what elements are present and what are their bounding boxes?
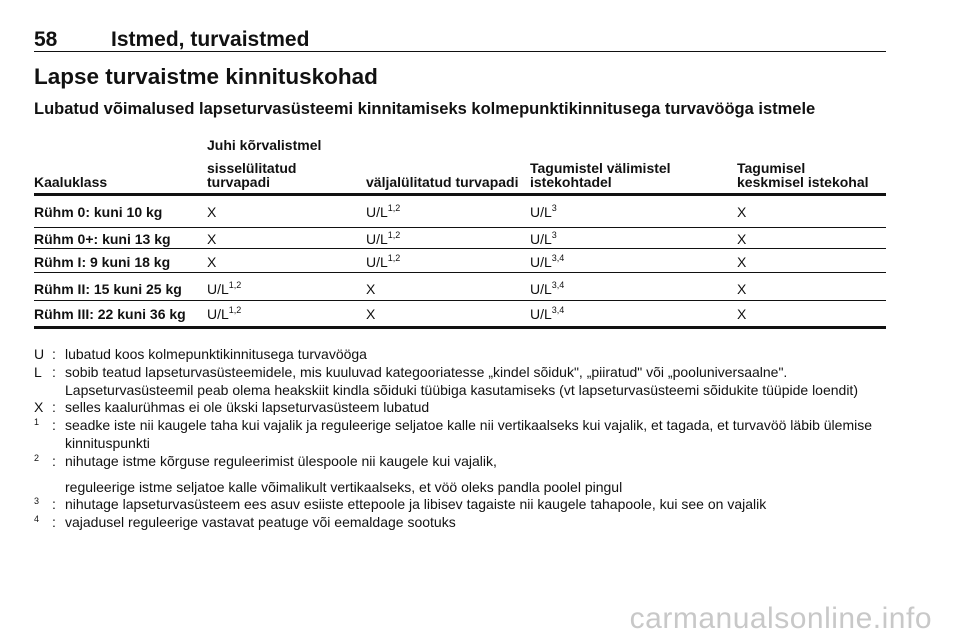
legend-item-3: $^3$ : nihutage lapseturvasüsteem ees asuv esiiste ettepoole ja libisev tagaiste nii kaugele tahapoole, kui see on vajalik — [34, 496, 894, 514]
header-divider — [34, 51, 886, 52]
legend-text: selles kaalurühmas ei ole ükski lapseturvasüsteem lubatud — [65, 399, 430, 416]
row-2-rear-outer: $U/L^{3,4}$ — [530, 253, 565, 270]
row-2-klass: Rühm I: 9 kuni 18 kg — [34, 254, 171, 270]
row-divider — [34, 227, 886, 228]
section-title: Lapse turvaistme kinnituskohad — [34, 64, 378, 89]
row-3-airbag-off: X — [366, 281, 376, 297]
legend-key: 4 — [34, 514, 40, 525]
group-header: Juhi kõrvalistmel — [207, 137, 322, 153]
legend-item-l: L : sobib teatud lapseturvasüsteemidele, mis kuuluvad kategooriatesse „kindel sõiduk", „piiratud" või „pooluniversaalne". Lapseturvasüsteemil peab olema heakskiit kindla sõiduki tüübiga kasutamiseks (vt lapseturvasüsteemi sõidukite tüüpide loendit) — [34, 364, 894, 400]
legend-key: X — [34, 399, 44, 416]
chapter-title: Istmed, turvaistmed — [111, 28, 310, 51]
row-1-rear-center: X — [737, 231, 747, 247]
legend-text: seadke iste nii kaugele taha kui vajalik ja reguleerige seljatoe kalle nii vertikaalseks kui vajalik, et tagada, et turvavöö läbib ülemise kinnituspunkti — [65, 417, 873, 451]
legend-item-4: $^4$ : vajadusel reguleerige vastavat peatuge või eemaldage sootuks — [34, 514, 894, 532]
row-3-rear-outer: $U/L^{3,4}$ — [530, 280, 565, 297]
col-header-airbag-off: väljalülitatud turvapadi — [366, 174, 519, 190]
row-1-airbag-off: $U/L^{1,2}$ — [366, 230, 401, 247]
row-4-rear-outer: $U/L^{3,4}$ — [530, 305, 565, 322]
section-subtitle: Lubatud võimalused lapseturvasüsteemi kinnitamiseks kolmepunktikinnitusega turvavööga istmele — [34, 100, 816, 118]
row-divider — [34, 248, 886, 249]
row-2-rear-center: X — [737, 254, 747, 270]
row-2-airbag-on: X — [207, 254, 217, 270]
legend-text: lubatud koos kolmepunktikinnitusega turvavööga — [65, 346, 367, 362]
col-header-airbag-on-1: sisselülitatud — [207, 160, 297, 176]
row-0-rear-outer: $U/L^3$ — [530, 203, 557, 220]
row-4-airbag-off: X — [366, 306, 376, 322]
col-header-rear-outer-1: Tagumistel välimistel — [530, 160, 671, 176]
row-0-rear-center: X — [737, 204, 747, 220]
legend-item-1: $^1$ : seadke iste nii kaugele taha kui vajalik ja reguleerige seljatoe kalle nii vertikaalseks kui vajalik, et tagada, et turvavöö läbib ülemise kinnituspunkti — [34, 417, 894, 453]
col-header-kaaluklass: Kaaluklass — [34, 174, 108, 190]
legend — [34, 346, 894, 532]
row-1-klass: Rühm 0+: kuni 13 kg — [34, 231, 171, 247]
col-header-rear-center-1: Tagumisel — [737, 160, 806, 176]
col-header-rear-outer-2: istekohtadel — [530, 174, 612, 190]
row-3-rear-center: X — [737, 281, 747, 297]
col-header-airbag-on-2: turvapadi — [207, 174, 271, 190]
row-0-klass: Rühm 0: kuni 10 kg — [34, 204, 163, 220]
row-0-airbag-on: X — [207, 204, 217, 220]
legend-item-x: X : selles kaalurühmas ei ole ükski lapseturvasüsteem lubatud — [34, 399, 894, 417]
row-1-airbag-on: X — [207, 231, 217, 247]
legend-text: nihutage istme kõrguse reguleerimist ülespoole nii kaugele kui vajalik, reguleerige istme seljatoe kalle võimalikult vertikaalseks, et vöö oleks pandla poolel pingul — [65, 452, 623, 495]
row-1-rear-outer: $U/L^3$ — [530, 230, 557, 247]
legend-key: L — [34, 363, 42, 380]
page-number: 58 — [34, 28, 58, 51]
row-divider — [34, 300, 886, 301]
legend-text: sobib teatud lapseturvasüsteemidele, mis kuuluvad kategooriatesse „kindel sõiduk", „piiratud" või „pooluniversaalne". Lapseturvasüsteemil peab olema heakskiit kindla sõiduki tüübiga kasutamiseks (vt lapseturvasüsteemi sõidukite tüüpide loendit) — [65, 363, 858, 398]
table-header-rule — [34, 193, 886, 196]
legend-item-u: U : lubatud koos kolmepunktikinnitusega turvavööga — [34, 346, 894, 364]
legend-text: nihutage lapseturvasüsteem ees asuv esiiste ettepoole ja libisev tagaiste nii kaugele tahapoole, kui see on vajalik — [65, 496, 767, 513]
row-3-klass: Rühm II: 15 kuni 25 kg — [34, 281, 182, 297]
table-bottom-rule — [34, 326, 886, 329]
row-3-airbag-on: $U/L^{1,2}$ — [207, 280, 242, 297]
row-4-klass: Rühm III: 22 kuni 36 kg — [34, 306, 186, 322]
legend-key: 3 — [34, 496, 40, 507]
legend-item-2: $^2$ : nihutage istme kõrguse reguleerimist ülespoole nii kaugele kui vajalik, reguleerige istme seljatoe kalle võimalikult vertikaalseks, et vöö oleks pandla poolel pingul — [34, 453, 894, 497]
row-2-airbag-off: $U/L^{1,2}$ — [366, 253, 401, 270]
row-divider — [34, 272, 886, 273]
legend-key: U — [34, 346, 45, 362]
legend-text: vajadusel reguleerige vastavat peatuge või eemaldage sootuks — [65, 514, 456, 531]
legend-key: 2 — [34, 452, 40, 463]
row-0-airbag-off: $U/L^{1,2}$ — [366, 203, 401, 220]
legend-key: 1 — [34, 417, 40, 428]
col-header-rear-center-2: keskmisel istekohal — [737, 174, 869, 190]
watermark: carmanualsonline.info — [629, 602, 932, 635]
row-4-airbag-on: $U/L^{1,2}$ — [207, 305, 242, 322]
row-4-rear-center: X — [737, 306, 747, 322]
